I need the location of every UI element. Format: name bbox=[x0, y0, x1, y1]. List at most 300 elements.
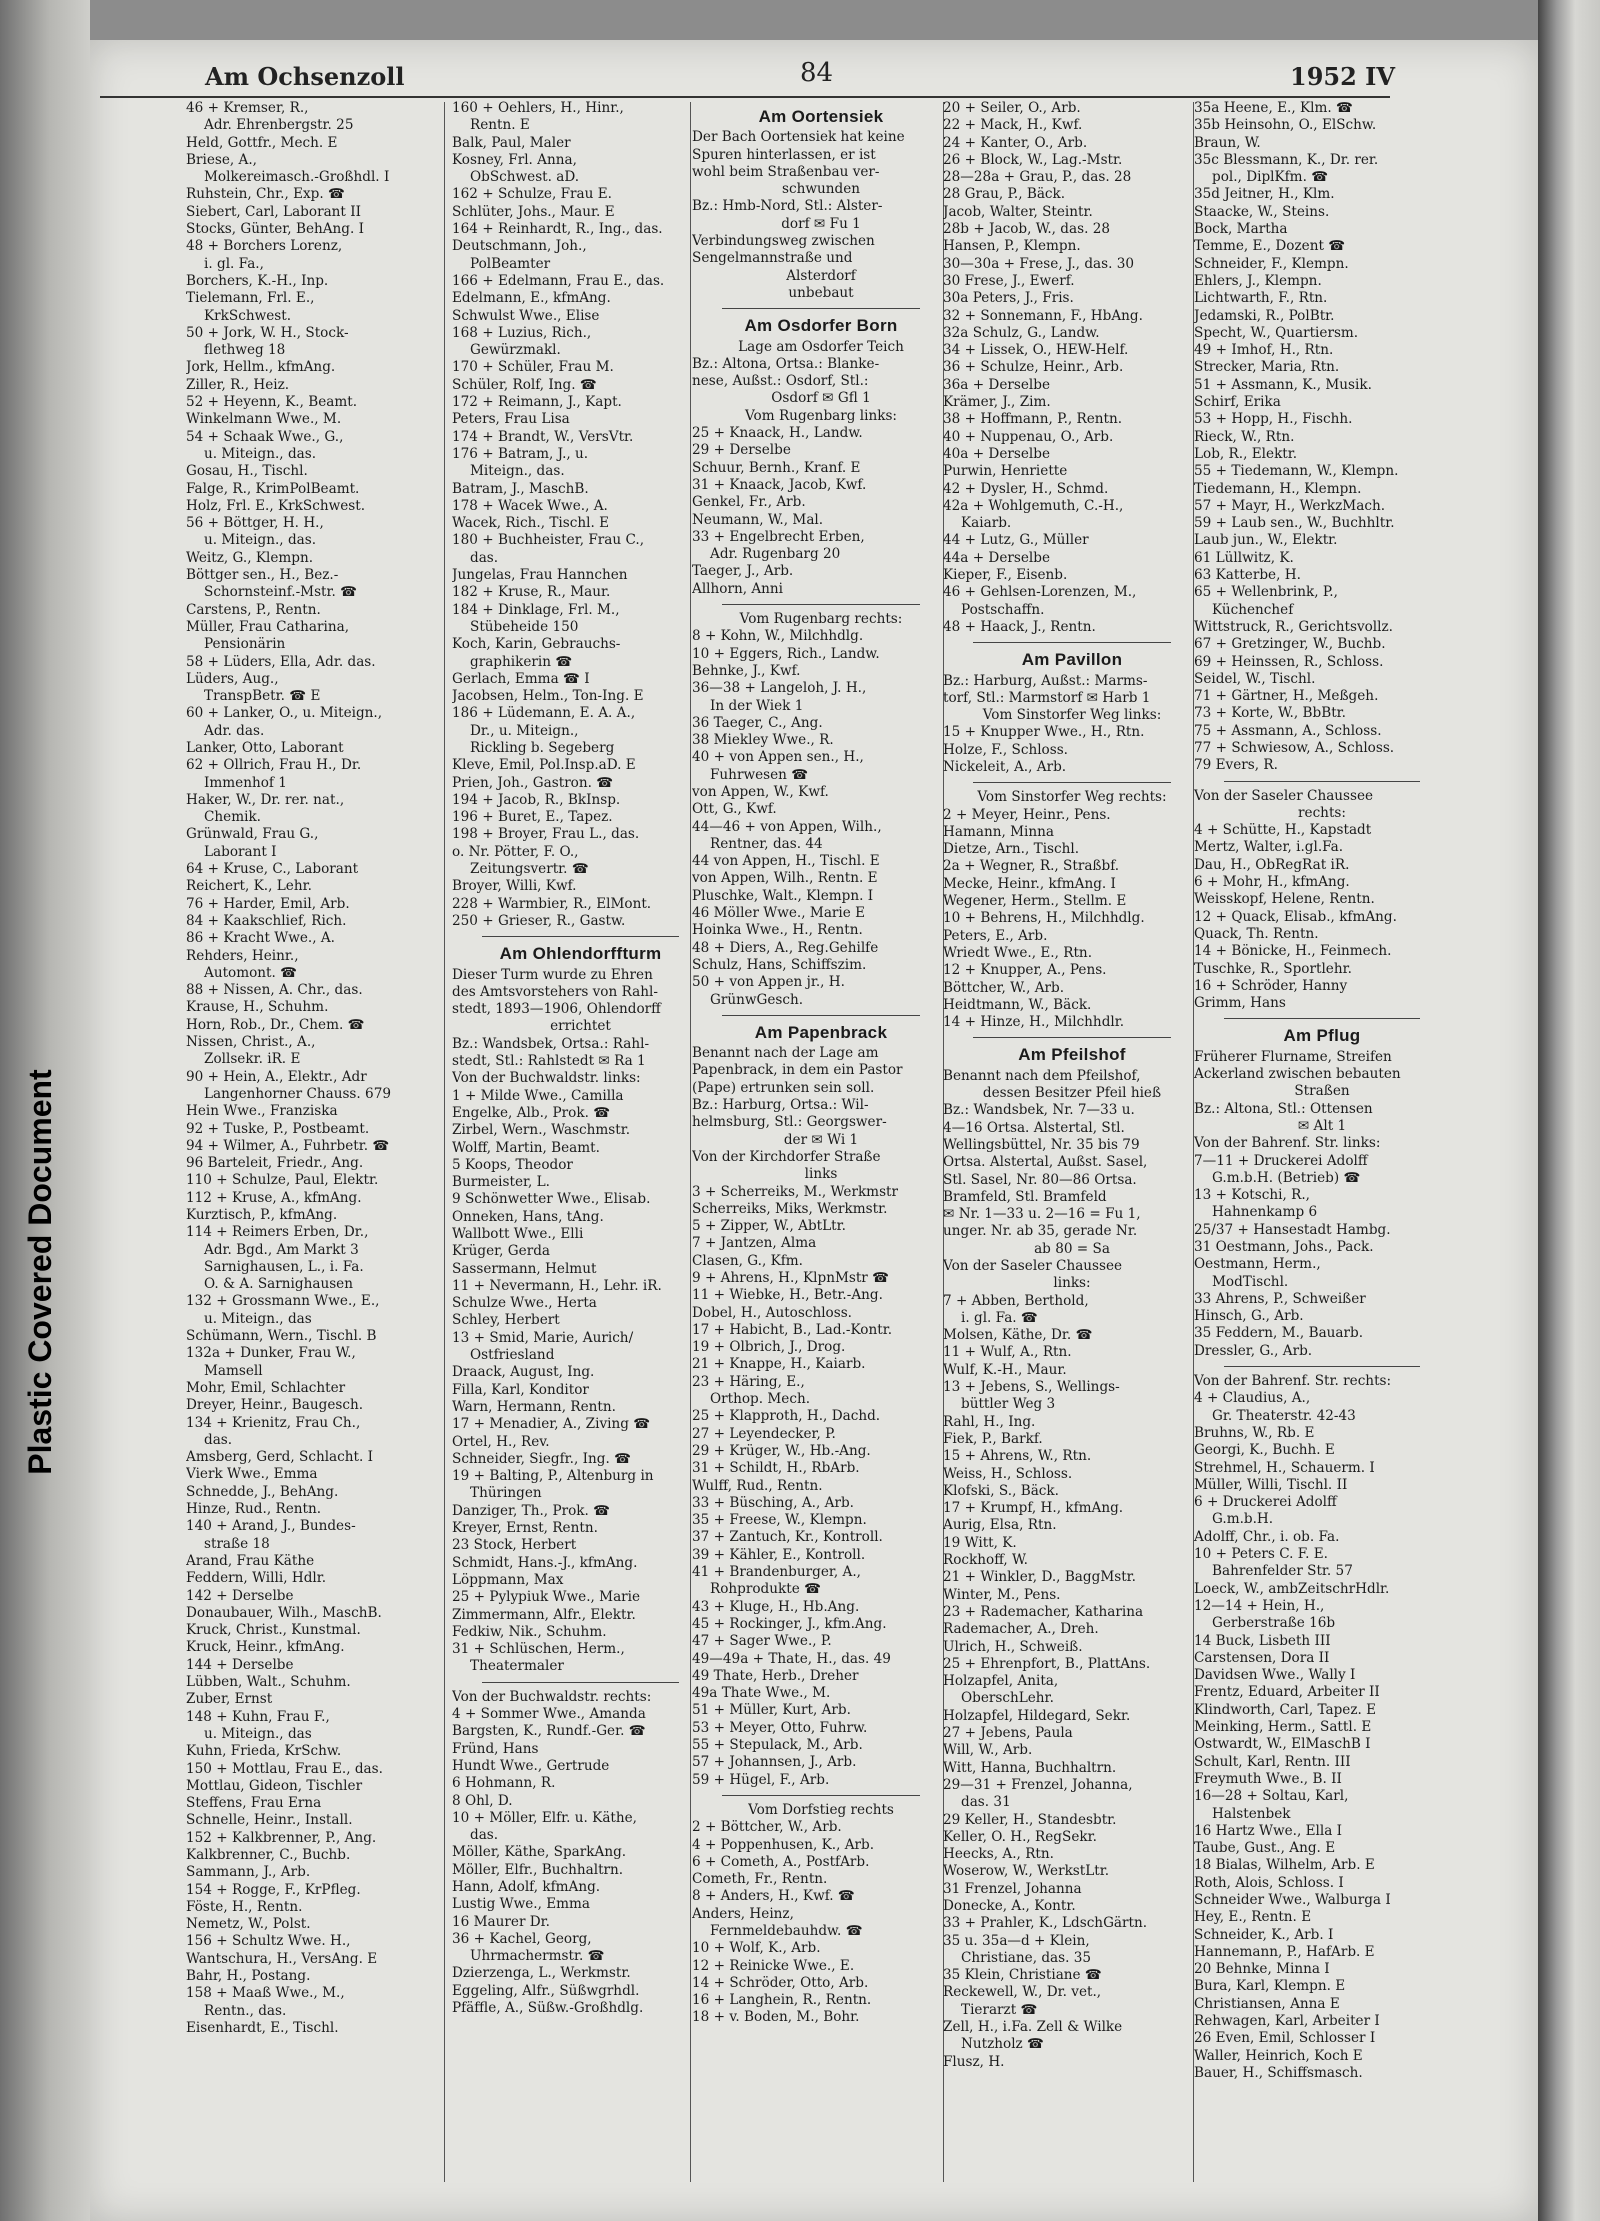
directory-entry: Davidsen Wwe., Wally I bbox=[1194, 1667, 1356, 1684]
directory-entry: Rieck, W., Rtn. bbox=[1194, 428, 1295, 445]
directory-entry: 4 + Sommer Wwe., Amanda bbox=[452, 1706, 646, 1723]
directory-entry: Fernmeldebauhdw. ☎ bbox=[710, 1922, 863, 1939]
directory-entry: Lustig Wwe., Emma bbox=[452, 1896, 591, 1913]
directory-entry: 63 Katterbe, H. bbox=[1194, 567, 1301, 584]
directory-entry: 10 + Möller, Elfr. u. Käthe, bbox=[452, 1809, 638, 1826]
directory-entry: 57 + Mayr, H., WerkzMach. bbox=[1194, 497, 1386, 514]
directory-entry: Quack, Th. Rentn. bbox=[1194, 925, 1319, 942]
directory-entry: 250 + Grieser, R., Gastw. bbox=[452, 912, 626, 929]
directory-entry: 31 + Schlüschen, Herm., bbox=[452, 1641, 625, 1658]
directory-entry: Frentz, Eduard, Arbeiter II bbox=[1194, 1684, 1380, 1701]
directory-entry: 198 + Broyer, Frau L., das. bbox=[452, 826, 640, 843]
directory-entry: 55 + Tiedemann, W., Klempn. bbox=[1194, 463, 1399, 480]
directory-entry: ✉ Nr. 1—33 u. 2—16 = Fu 1, bbox=[943, 1206, 1141, 1223]
section-divider bbox=[722, 1015, 920, 1016]
header-street: Am Ochsenzoll bbox=[205, 62, 405, 91]
directory-entry: Neumann, W., Mal. bbox=[692, 511, 824, 528]
street-heading: Am Pflug bbox=[1283, 1026, 1361, 1046]
directory-entry: 134 + Krienitz, Frau Ch., bbox=[186, 1414, 361, 1431]
directory-entry: 2 + Meyer, Heinr., Pens. bbox=[943, 806, 1111, 823]
directory-entry: Lob, R., Elektr. bbox=[1194, 445, 1298, 462]
directory-entry: Schlüter, Johs., Maur. E bbox=[452, 203, 615, 220]
directory-entry: 170 + Schüler, Frau M. bbox=[452, 359, 614, 376]
directory-entry: Kuhn, Frieda, KrSchw. bbox=[186, 1743, 342, 1760]
directory-entry: Von der Bahrenf. Str. rechts: bbox=[1194, 1373, 1392, 1390]
directory-entry: 5 + Zipper, W., AbtLtr. bbox=[692, 1218, 846, 1235]
directory-entry: Holzapfel, Anita, bbox=[943, 1673, 1059, 1690]
directory-entry: Schult, Karl, Rentn. III bbox=[1194, 1753, 1351, 1770]
directory-entry: Mohr, Emil, Schlachter bbox=[186, 1379, 346, 1396]
directory-entry: 34 + Lissek, O., HEW-Helf. bbox=[943, 342, 1129, 359]
directory-entry: Vom Dorfstieg rechts bbox=[748, 1801, 894, 1818]
directory-entry: Zeitungsvertr. ☎ bbox=[470, 861, 589, 878]
directory-entry: rechts: bbox=[1298, 804, 1346, 821]
directory-entry: Nickeleit, A., Arb. bbox=[943, 758, 1067, 775]
directory-entry: Stl. Sasel, Nr. 80—86 Ortsa. bbox=[943, 1171, 1137, 1188]
directory-entry: 51 + Müller, Kurt, Arb. bbox=[692, 1702, 851, 1719]
directory-entry: Küchenchef bbox=[1212, 601, 1294, 618]
directory-entry: Staacke, W., Steins. bbox=[1194, 203, 1330, 220]
directory-entry: 36a + Derselbe bbox=[943, 376, 1050, 393]
directory-entry: Tuschke, R., Sportlehr. bbox=[1194, 960, 1352, 977]
directory-entry: Schüler, Rolf, Ing. ☎ bbox=[452, 376, 597, 393]
directory-entry: 64 + Kruse, C., Laborant bbox=[186, 861, 359, 878]
directory-entry: 2a + Wegner, R., Straßbf. bbox=[943, 858, 1120, 875]
directory-entry: Mertz, Walter, i.gl.Fa. bbox=[1194, 839, 1344, 856]
directory-entry: Schuur, Bernh., Kranf. E bbox=[692, 459, 861, 476]
column-2 bbox=[452, 100, 709, 2180]
directory-entry: 59 + Hügel, F., Arb. bbox=[692, 1771, 830, 1788]
directory-entry: Fiek, P., Barkf. bbox=[943, 1430, 1043, 1447]
directory-entry: Carstensen, Dora II bbox=[1194, 1649, 1330, 1666]
directory-entry: Flusz, H. bbox=[943, 2053, 1005, 2070]
directory-entry: Witt, Hanna, Buchhaltrn. bbox=[943, 1759, 1117, 1776]
directory-entry: 6 + Mohr, H., kfmAng. bbox=[1194, 874, 1350, 891]
column-4 bbox=[943, 100, 1201, 2180]
directory-entry: 60 + Lanker, O., u. Miteign., bbox=[186, 705, 383, 722]
directory-entry: 28b + Jacob, W., das. 28 bbox=[943, 221, 1111, 238]
directory-entry: Gerlach, Emma ☎ I bbox=[452, 670, 590, 687]
directory-entry: 114 + Reimers Erben, Dr., bbox=[186, 1224, 369, 1241]
directory-entry: stedt, Stl.: Rahlstedt ✉ Ra 1 bbox=[452, 1053, 646, 1070]
directory-entry: Verbindungsweg zwischen bbox=[692, 233, 875, 250]
directory-entry: 90 + Hein, A., Elektr., Adr bbox=[186, 1068, 367, 1085]
directory-entry: 4 + Schütte, H., Kapstadt bbox=[1194, 822, 1372, 839]
directory-entry: Christiansen, Anna E bbox=[1194, 1995, 1340, 2012]
directory-entry: Dr., u. Miteign., bbox=[470, 722, 579, 739]
directory-entry: 16 Maurer Dr. bbox=[452, 1913, 550, 1930]
directory-entry: 53 + Hopp, H., Fischh. bbox=[1194, 411, 1353, 428]
directory-entry: 35 u. 35a—d + Klein, bbox=[943, 1932, 1090, 1949]
directory-entry: 4 + Poppenhusen, K., Arb. bbox=[692, 1836, 875, 1853]
directory-entry: 15 + Ahrens, W., Rtn. bbox=[943, 1448, 1092, 1465]
header-rule bbox=[100, 96, 1390, 98]
directory-entry: 46 + Gehlsen-Lorenzen, M., bbox=[943, 584, 1137, 601]
directory-entry: 7 + Jantzen, Alma bbox=[692, 1235, 817, 1252]
directory-entry: 47 + Sager Wwe., P. bbox=[692, 1633, 832, 1650]
directory-entry: links: bbox=[1053, 1275, 1091, 1292]
directory-entry: 45 + Rockinger, J., kfm.Ang. bbox=[692, 1615, 887, 1632]
directory-entry: Thüringen bbox=[470, 1485, 542, 1502]
directory-entry: 29 + Krüger, W., Hb.-Ang. bbox=[692, 1442, 871, 1459]
directory-entry: 30 Frese, J., Ewerf. bbox=[943, 272, 1075, 289]
directory-entry: Lüders, Aug., bbox=[186, 670, 279, 687]
directory-entry: 40a + Derselbe bbox=[943, 445, 1050, 462]
directory-entry: wohl beim Straßenbau ver- bbox=[692, 163, 880, 180]
directory-entry: Klofski, S., Bäck. bbox=[943, 1482, 1059, 1499]
directory-entry: 17 + Krumpf, H., kfmAng. bbox=[943, 1500, 1124, 1517]
directory-entry: 18 Bialas, Wilhelm, Arb. E bbox=[1194, 1857, 1375, 1874]
directory-entry: stedt, 1893—1906, Ohlendorff bbox=[452, 1001, 661, 1018]
directory-entry: 40 + von Appen sen., H., bbox=[692, 749, 864, 766]
directory-entry: 6 Hohmann, R. bbox=[452, 1775, 556, 1792]
directory-entry: Broyer, Willi, Kwf. bbox=[452, 878, 577, 895]
directory-entry: 37 + Zantuch, Kr., Kontroll. bbox=[692, 1529, 883, 1546]
directory-entry: 21 + Knappe, H., Kaiarb. bbox=[692, 1356, 866, 1373]
directory-entry: 7—11 + Druckerei Adolff bbox=[1194, 1152, 1368, 1169]
directory-entry: 152 + Kalkbrenner, P., Ang. bbox=[186, 1829, 377, 1846]
directory-entry: 54 + Schaak Wwe., G., bbox=[186, 428, 344, 445]
directory-entry: 50 + Jork, W. H., Stock- bbox=[186, 324, 349, 341]
directory-entry: 35 + Freese, W., Klempn. bbox=[692, 1512, 867, 1529]
directory-entry: Weitz, G., Klempn. bbox=[186, 549, 314, 566]
directory-entry: Möller, Käthe, SparkAng. bbox=[452, 1844, 627, 1861]
directory-entry: Meinking, Herm., Sattl. E bbox=[1194, 1719, 1372, 1736]
directory-entry: Loeck, W., ambZeitschrHdlr. bbox=[1194, 1580, 1390, 1597]
directory-entry: Adolff, Chr., i. ob. Fa. bbox=[1194, 1528, 1340, 1545]
directory-entry: Wriedt Wwe., E., Rtn. bbox=[943, 944, 1093, 961]
directory-entry: 19 + Olbrich, J., Drog. bbox=[692, 1339, 846, 1356]
directory-entry: Hinsch, G., Arb. bbox=[1194, 1308, 1304, 1325]
directory-entry: Lübben, Walt., Schuhm. bbox=[186, 1674, 351, 1691]
directory-entry: Falge, R., KrimPolBeamt. bbox=[186, 480, 360, 497]
directory-entry: 96 Barteleit, Friedr., Ang. bbox=[186, 1155, 364, 1172]
directory-entry: 77 + Schwiesow, A., Schloss. bbox=[1194, 739, 1395, 756]
directory-entry: Braun, W. bbox=[1194, 134, 1261, 151]
directory-entry: Straßen bbox=[1294, 1083, 1350, 1100]
directory-entry: Der Bach Oortensiek hat keine bbox=[692, 129, 905, 146]
directory-entry: Briese, A., bbox=[186, 151, 258, 168]
directory-entry: Carstens, P., Rentn. bbox=[186, 601, 321, 618]
directory-entry: 58 + Lüders, Ella, Adr. das. bbox=[186, 653, 376, 670]
directory-entry: Bz.: Harburg, Ortsa.: Wil- bbox=[692, 1097, 869, 1114]
directory-entry: Osdorf ✉ Gfl 1 bbox=[771, 390, 871, 407]
directory-entry: 160 + Oehlers, H., Hinr., bbox=[452, 100, 624, 116]
directory-entry: 20 + Seiler, O., Arb. bbox=[943, 100, 1081, 116]
directory-entry: Deutschmann, Joh., bbox=[452, 238, 587, 255]
directory-entry: 61 Lüllwitz, K. bbox=[1194, 549, 1294, 566]
directory-entry: 32 + Sonnemann, F., HbAng. bbox=[943, 307, 1143, 324]
section-divider bbox=[482, 936, 679, 937]
directory-entry: Tielemann, Frl. E., bbox=[186, 290, 315, 307]
section-divider bbox=[482, 1682, 679, 1683]
directory-entry: Batram, J., MaschB. bbox=[452, 480, 589, 497]
directory-entry: 16 Hartz Wwe., Ella I bbox=[1194, 1822, 1343, 1839]
directory-entry: Klindworth, Carl, Tapez. E bbox=[1194, 1701, 1377, 1718]
directory-entry: Onneken, Hans, tAng. bbox=[452, 1208, 604, 1225]
scanner-edge-right bbox=[1538, 0, 1600, 2221]
directory-entry: Föste, H., Rentn. bbox=[186, 1898, 303, 1915]
directory-entry: Engelke, Alb., Prok. ☎ bbox=[452, 1104, 611, 1121]
directory-entry: Nissen, Christ., A., bbox=[186, 1034, 316, 1051]
directory-entry: Kruck, Christ., Kunstmal. bbox=[186, 1622, 361, 1639]
directory-entry: Freymuth Wwe., B. II bbox=[1194, 1770, 1342, 1787]
directory-entry: 23 + Rademacher, Katharina bbox=[943, 1603, 1144, 1620]
directory-entry: 13 + Jebens, S., Wellings- bbox=[943, 1379, 1120, 1396]
directory-entry: Vom Sinstorfer Weg rechts: bbox=[977, 789, 1167, 806]
directory-entry: 62 + Ollrich, Frau H., Dr. bbox=[186, 757, 362, 774]
directory-entry: graphikerin ☎ bbox=[470, 653, 573, 670]
directory-entry: unger. Nr. ab 35, gerade Nr. bbox=[943, 1223, 1138, 1240]
directory-entry: 48 + Borchers Lorenz, bbox=[186, 238, 343, 255]
directory-entry: 15 + Knupper Wwe., H., Rtn. bbox=[943, 724, 1145, 741]
directory-entry: 10 + Wolf, K., Arb. bbox=[692, 1940, 821, 1957]
directory-entry: Adr. Ehrenbergstr. 25 bbox=[204, 117, 354, 134]
directory-entry: Clasen, G., Kfm. bbox=[692, 1252, 804, 1269]
directory-entry: Taube, Gust., Ang. E bbox=[1194, 1840, 1336, 1857]
directory-entry: 11 + Wiebke, H., Betr.-Ang. bbox=[692, 1287, 883, 1304]
directory-entry: Kreyer, Ernst, Rentn. bbox=[452, 1520, 598, 1537]
directory-entry: 35a Heene, E., Klm. ☎ bbox=[1194, 100, 1353, 116]
directory-entry: 13 + Kotschi, R., bbox=[1194, 1187, 1310, 1204]
directory-entry: Lage am Osdorfer Teich bbox=[738, 338, 904, 355]
directory-entry: Von der Buchwaldstr. rechts: bbox=[452, 1688, 652, 1705]
directory-entry: Genkel, Fr., Arb. bbox=[692, 494, 806, 511]
directory-entry: Jacobsen, Helm., Ton-Ing. E bbox=[452, 688, 644, 705]
directory-entry: 69 + Heinssen, R., Schloss. bbox=[1194, 653, 1384, 670]
directory-entry: 154 + Rogge, F., KrPfleg. bbox=[186, 1881, 361, 1898]
directory-entry: Benannt nach der Lage am bbox=[692, 1045, 879, 1062]
directory-entry: 35c Blessmann, K., Dr. rer. bbox=[1194, 151, 1379, 168]
directory-entry: Hey, E., Rentn. E bbox=[1194, 1909, 1312, 1926]
directory-entry: Gosau, H., Tischl. bbox=[186, 463, 308, 480]
directory-entry: Gr. Theaterstr. 42-43 bbox=[1212, 1407, 1356, 1424]
directory-entry: Benannt nach dem Pfeilshof, bbox=[943, 1067, 1141, 1084]
directory-entry: Peters, Frau Lisa bbox=[452, 411, 570, 428]
directory-entry: Arand, Frau Käthe bbox=[186, 1552, 315, 1569]
directory-entry: 65 + Wellenbrink, P., bbox=[1194, 584, 1338, 601]
directory-entry: 36—38 + Langeloh, J. H., bbox=[692, 680, 867, 697]
directory-entry: Gerberstraße 16b bbox=[1212, 1615, 1336, 1632]
directory-entry: Alsterdorf bbox=[786, 267, 856, 284]
directory-entry: Cometh, Fr., Rentn. bbox=[692, 1871, 828, 1888]
directory-entry: Mecke, Heinr., kfmAng. I bbox=[943, 875, 1116, 892]
directory-entry: Burmeister, L. bbox=[452, 1174, 551, 1191]
directory-entry: Fuhrwesen ☎ bbox=[710, 766, 809, 783]
directory-entry: Roth, Alois, Schloss. I bbox=[1194, 1874, 1344, 1891]
directory-entry: Steffens, Frau Erna bbox=[186, 1795, 322, 1812]
directory-entry: 22 + Mack, H., Kwf. bbox=[943, 117, 1083, 134]
directory-entry: Zell, H., i.Fa. Zell & Wilke bbox=[943, 2019, 1123, 2036]
directory-entry: Reckewell, W., Dr. vet., bbox=[943, 1984, 1102, 2001]
directory-entry: 6 + Cometh, A., PostfArb. bbox=[692, 1853, 870, 1870]
directory-entry: 164 + Reinhardt, R., Ing., das. bbox=[452, 221, 663, 238]
directory-entry: KrkSchwest. bbox=[204, 307, 292, 324]
directory-entry: Krämer, J., Zim. bbox=[943, 394, 1051, 411]
directory-entry: 29 + Derselbe bbox=[692, 442, 791, 459]
directory-entry: Heecks, A., Rtn. bbox=[943, 1846, 1054, 1863]
section-divider bbox=[973, 782, 1171, 783]
directory-entry: Held, Gottfr., Mech. E bbox=[186, 134, 338, 151]
directory-entry: Müller, Willi, Tischl. II bbox=[1194, 1476, 1348, 1493]
directory-entry: Schulz, Hans, Schiffszim. bbox=[692, 956, 867, 973]
directory-entry: 25 + Knaack, H., Landw. bbox=[692, 425, 863, 442]
directory-entry: 33 + Engelbrecht Erben, bbox=[692, 528, 865, 545]
directory-entry: Krause, H., Schuhm. bbox=[186, 999, 329, 1016]
directory-entry: 44 + Lutz, G., Müller bbox=[943, 532, 1089, 549]
directory-entry: Georgi, K., Buchh. E bbox=[1194, 1442, 1335, 1459]
directory-entry: Nemetz, W., Polst. bbox=[186, 1916, 311, 1933]
directory-entry: ab 80 = Sa bbox=[1034, 1240, 1110, 1257]
directory-entry: 14 + Bönicke, H., Feinmech. bbox=[1194, 943, 1392, 960]
directory-entry: 30a Peters, J., Fris. bbox=[943, 290, 1074, 307]
directory-entry: Bahrenfelder Str. 57 bbox=[1212, 1563, 1353, 1580]
directory-entry: Holz, Frl. E., KrkSchwest. bbox=[186, 497, 366, 514]
directory-entry: 46 Möller Wwe., Marie E bbox=[692, 905, 866, 922]
directory-entry: Dau, H., ObRegRat iR. bbox=[1194, 856, 1350, 873]
directory-entry: Nutzholz ☎ bbox=[961, 2036, 1044, 2053]
directory-entry: Grünwald, Frau G., bbox=[186, 826, 319, 843]
street-heading: Am Osdorfer Born bbox=[744, 316, 898, 336]
directory-entry: Dobel, H., Autoschloss. bbox=[692, 1304, 853, 1321]
directory-entry: 42 + Dysler, H., Schmd. bbox=[943, 480, 1109, 497]
directory-entry: Kurztisch, P., kfmAng. bbox=[186, 1207, 338, 1223]
directory-entry: PolBeamter bbox=[470, 255, 551, 272]
directory-entry: 67 + Gretzinger, W., Buchb. bbox=[1194, 636, 1386, 653]
directory-entry: Laub jun., W., Elektr. bbox=[1194, 532, 1338, 549]
directory-entry: Lanker, Otto, Laborant bbox=[186, 739, 344, 756]
directory-entry: Miteign., das. bbox=[470, 463, 565, 480]
directory-entry: 36 + Kachel, Georg, bbox=[452, 1930, 592, 1947]
directory-entry: Jedamski, R., PolBtr. bbox=[1194, 307, 1335, 324]
directory-entry: 12 + Reinicke Wwe., E. bbox=[692, 1957, 855, 1974]
directory-entry: Balk, Paul, Maler bbox=[452, 134, 571, 151]
street-heading: Am Ohlendorffturm bbox=[499, 944, 662, 964]
directory-entry: 75 + Assmann, A., Schloss. bbox=[1194, 722, 1382, 739]
directory-entry: 3 + Scherreiks, M., Werkmstr bbox=[692, 1183, 899, 1200]
directory-entry: 30—30a + Frese, J., das. 30 bbox=[943, 255, 1135, 272]
directory-entry: G.m.b.H. (Betrieb) ☎ bbox=[1212, 1169, 1361, 1186]
directory-entry: 11 + Wulf, A., Rtn. bbox=[943, 1344, 1072, 1361]
directory-entry: 150 + Mottlau, Frau E., das. bbox=[186, 1760, 383, 1777]
directory-entry: Ackerland zwischen bebauten bbox=[1194, 1066, 1401, 1083]
directory-entry: Sarnighausen, L., i. Fa. bbox=[204, 1258, 364, 1275]
directory-entry: Postschaffn. bbox=[961, 601, 1045, 618]
directory-entry: 48 + Haack, J., Rentn. bbox=[943, 618, 1096, 635]
directory-entry: 132a + Dunker, Frau W., bbox=[186, 1345, 356, 1362]
directory-entry: Donaubauer, Wilh., MaschB. bbox=[186, 1604, 382, 1621]
directory-entry: 6 + Druckerei Adolff bbox=[1194, 1494, 1337, 1511]
section-divider bbox=[722, 308, 920, 309]
directory-entry: Wacek, Rich., Tischl. E bbox=[452, 515, 610, 532]
directory-entry: helmsburg, Stl.: Georgswer- bbox=[692, 1114, 887, 1131]
directory-entry: Kruck, Heinr., kfmAng. bbox=[186, 1639, 345, 1656]
directory-entry: 144 + Derselbe bbox=[186, 1656, 294, 1673]
directory-entry: Ehlers, J., Klempn. bbox=[1194, 272, 1322, 289]
directory-entry: Früherer Flurname, Streifen bbox=[1194, 1048, 1392, 1065]
directory-entry: straße 18 bbox=[204, 1535, 270, 1552]
directory-entry: 49 Thate, Herb., Dreher bbox=[692, 1667, 859, 1684]
directory-entry: 140 + Arand, J., Bundes- bbox=[186, 1518, 356, 1535]
directory-entry: 196 + Buret, E., Tapez. bbox=[452, 809, 613, 826]
directory-entry: Hein Wwe., Franziska bbox=[186, 1103, 338, 1120]
directory-entry: Kaiarb. bbox=[961, 515, 1012, 532]
directory-entry: Dzierzenga, L., Werkmstr. bbox=[452, 1965, 631, 1982]
directory-entry: Behnke, J., Kwf. bbox=[692, 662, 801, 679]
directory-entry: Allhorn, Anni bbox=[692, 580, 784, 597]
column-5 bbox=[1194, 100, 1450, 2180]
directory-entry: 33 + Prahler, K., LdschGärtn. bbox=[943, 1915, 1148, 1932]
directory-entry: links bbox=[804, 1166, 838, 1183]
directory-entry: 18 + v. Boden, M., Bohr. bbox=[692, 2009, 860, 2026]
directory-entry: 14 + Schröder, Otto, Arb. bbox=[692, 1974, 869, 1991]
directory-entry: Vom Sinstorfer Weg links: bbox=[982, 707, 1162, 724]
directory-entry: Ostfriesland bbox=[470, 1347, 555, 1364]
directory-entry: Bz.: Wandsbek, Ortsa.: Rahl- bbox=[452, 1035, 650, 1052]
directory-entry: Zimmermann, Alfr., Elektr. bbox=[452, 1606, 636, 1623]
directory-entry: Purwin, Henriette bbox=[943, 463, 1068, 480]
directory-entry: Schnedde, J., BehAng. bbox=[186, 1483, 339, 1500]
directory-entry: 194 + Jacob, R., BkInsp. bbox=[452, 791, 621, 808]
directory-entry: Chemik. bbox=[204, 809, 261, 826]
directory-entry: Horn, Rob., Dr., Chem. ☎ bbox=[186, 1016, 365, 1033]
directory-entry: Molkereimasch.-Großhdl. I bbox=[204, 169, 390, 186]
directory-entry: 56 + Böttger, H. H., bbox=[186, 515, 324, 532]
directory-entry: Sassermann, Helmut bbox=[452, 1260, 597, 1277]
directory-entry: Heidtmann, W., Bäck. bbox=[943, 996, 1092, 1013]
directory-entry: Wantschura, H., VersAng. E bbox=[186, 1950, 378, 1967]
directory-entry: Mamsell bbox=[204, 1362, 263, 1379]
directory-entry: 11 + Nevermann, H., Lehr. iR. bbox=[452, 1277, 662, 1294]
directory-entry: Rehwagen, Karl, Arbeiter I bbox=[1194, 2013, 1380, 2030]
directory-entry: Halstenbek bbox=[1212, 1805, 1291, 1822]
directory-entry: 55 + Stepulack, M., Arb. bbox=[692, 1737, 863, 1754]
directory-entry: Schnelle, Heinr., Install. bbox=[186, 1812, 353, 1829]
section-divider bbox=[973, 642, 1171, 643]
directory-entry: 110 + Schulze, Paul, Elektr. bbox=[186, 1172, 379, 1189]
directory-entry: 17 + Menadier, A., Ziving ☎ bbox=[452, 1416, 651, 1433]
directory-entry: Schneider, K., Arb. I bbox=[1194, 1926, 1334, 1943]
directory-entry: errichtet bbox=[550, 1018, 611, 1035]
directory-entry: 1 + Milde Wwe., Camilla bbox=[452, 1087, 624, 1104]
directory-entry: Rademacher, A., Dreh. bbox=[943, 1621, 1099, 1638]
directory-entry: Eisenhardt, E., Tischl. bbox=[186, 2019, 339, 2036]
directory-entry: 31 Oestmann, Johs., Pack. bbox=[1194, 1239, 1374, 1255]
directory-entry: Fründ, Hans bbox=[452, 1740, 539, 1757]
directory-entry: 8 + Anders, H., Kwf. ☎ bbox=[692, 1888, 855, 1905]
directory-entry: Ulrich, H., Schweiß. bbox=[943, 1638, 1083, 1655]
directory-entry: 25 + Ehrenpfort, B., PlattAns. bbox=[943, 1655, 1151, 1672]
directory-entry: Rickling b. Segeberg bbox=[470, 739, 615, 756]
directory-entry: Sengelmannstraße und bbox=[692, 250, 853, 267]
directory-entry: Bz.: Harburg, Außst.: Marms- bbox=[943, 672, 1148, 689]
directory-entry: Anders, Heinz, bbox=[692, 1905, 794, 1922]
directory-entry: Tiedemann, H., Klempn. bbox=[1194, 480, 1362, 497]
directory-entry: 92 + Tuske, P., Postbeamt. bbox=[186, 1120, 370, 1137]
directory-entry: Siebert, Carl, Laborant II bbox=[186, 203, 361, 220]
directory-entry: das. 31 bbox=[961, 1794, 1011, 1811]
directory-entry: unbebaut bbox=[788, 284, 854, 301]
directory-entry: Hahnenkamp 6 bbox=[1212, 1204, 1318, 1221]
directory-entry: 10 + Behrens, H., Milchhdlg. bbox=[943, 910, 1145, 927]
directory-entry: 16 + Schröder, Hanny bbox=[1194, 977, 1348, 994]
directory-entry: Bura, Karl, Klempn. E bbox=[1194, 1978, 1346, 1995]
directory-entry: 166 + Edelmann, Frau E., das. bbox=[452, 272, 665, 289]
directory-entry: das. bbox=[470, 549, 499, 566]
directory-entry: Edelmann, E., kfmAng. bbox=[452, 290, 611, 307]
directory-entry: 19 + Balting, P., Altenburg in bbox=[452, 1468, 654, 1485]
directory-entry: Zollsekr. iR. E bbox=[204, 1051, 301, 1068]
